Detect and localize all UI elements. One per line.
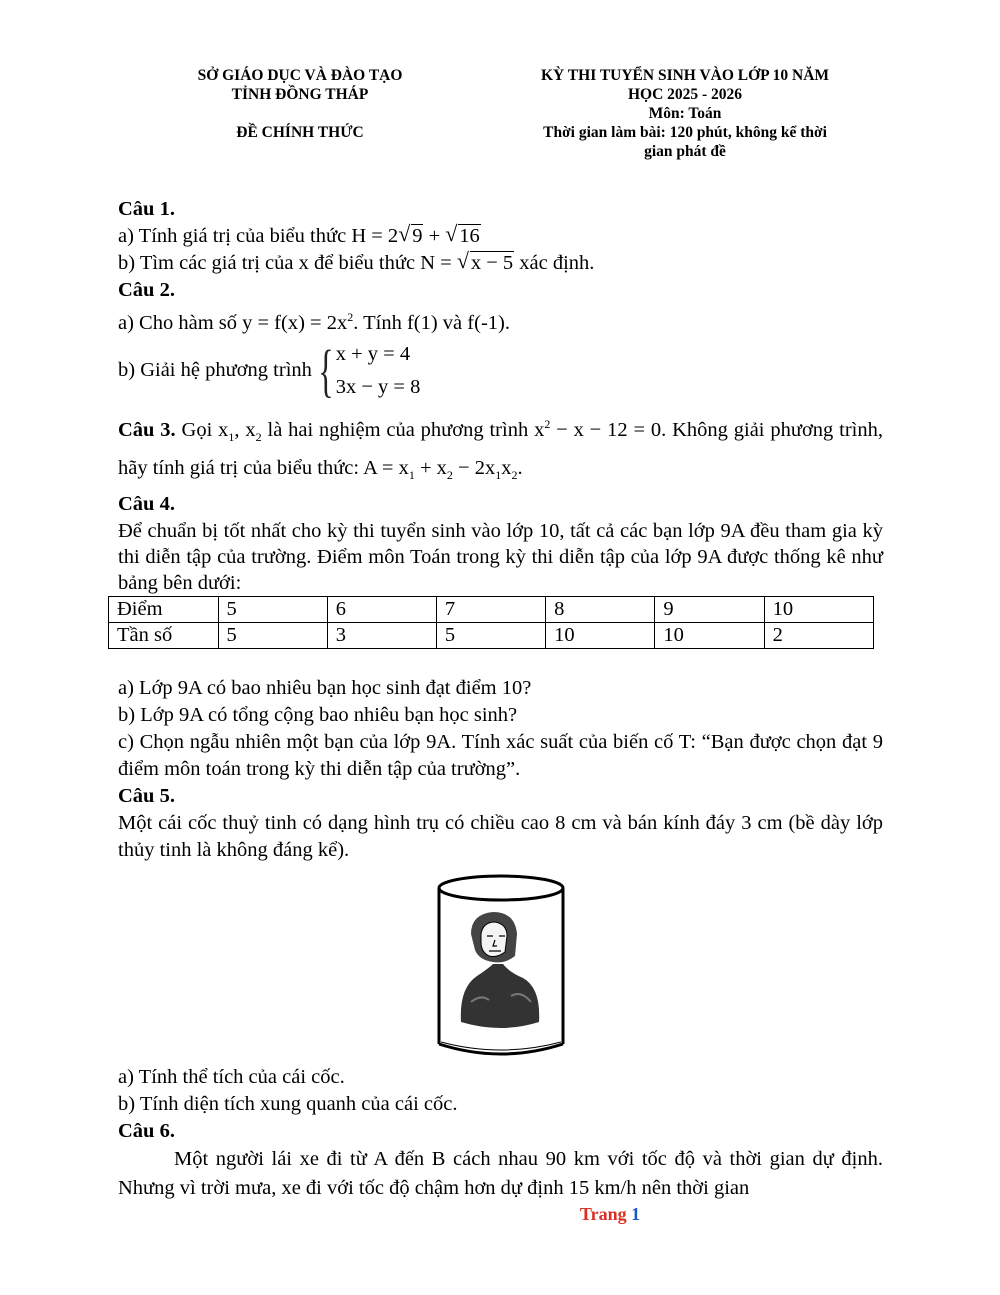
q3-A-c: − 2x bbox=[452, 456, 496, 479]
sqrt-icon: √ 16 bbox=[445, 221, 480, 247]
table-cell: 8 bbox=[546, 596, 655, 622]
glass-cup-icon bbox=[431, 872, 571, 1060]
table-cell: 3 bbox=[327, 622, 436, 648]
score-frequency-table bbox=[108, 596, 874, 649]
q3-text3: . Không giải phương trình, hãy tính giá trị của biểu thức: bbox=[118, 418, 884, 479]
q2-part-a bbox=[118, 304, 883, 337]
q3-A-d: x bbox=[501, 456, 512, 479]
q1a-expr bbox=[351, 221, 480, 247]
q1-part-a bbox=[118, 223, 883, 250]
q2b-text: b) Giải hệ phương trình bbox=[118, 359, 312, 382]
q5-title: Câu 5. bbox=[118, 784, 175, 807]
page-label: Trang bbox=[579, 1204, 627, 1224]
table-cell: 6 bbox=[327, 596, 436, 622]
q5-intro: Một cái cốc thuỷ tinh có dạng hình trụ có chiều cao 8 cm và bán kính đáy 3 cm (bề dày lớp thủy tinh là không đáng kể). bbox=[118, 811, 883, 861]
table-row bbox=[109, 622, 874, 648]
q1b-text: b) Tìm các giá trị của x để biểu thức bbox=[118, 252, 421, 274]
q1a-text: a) Tính giá trị của biểu thức bbox=[118, 225, 352, 247]
table-cell: Tần số bbox=[109, 622, 219, 648]
q4-intro: Để chuẩn bị tốt nhất cho kỳ thi tuyển sinh vào lớp 10, tất cả các bạn lớp 9A đều tham gia kỳ thi diễn tập của trường. Điểm môn Toán trong kỳ thi diễn tập của lớp 9A được thống kê như bảng bên dưới: bbox=[118, 519, 883, 594]
q1-title: Câu 1. bbox=[118, 198, 175, 220]
q2b-equation1: x + y = 4 bbox=[335, 342, 411, 365]
q5-part-a: a) Tính thể tích của cái cốc. bbox=[118, 1065, 345, 1088]
sqrt-icon: √ 9 bbox=[398, 221, 423, 247]
q3-A-a: A = x bbox=[363, 456, 409, 479]
page-number: 1 bbox=[631, 1204, 641, 1224]
q1a-radicand2: 16 bbox=[459, 225, 480, 247]
q1b-radicand: x − 5 bbox=[470, 252, 514, 274]
q3-A-s2: 2 bbox=[446, 467, 453, 482]
q4-part-c: c) Chọn ngẫu nhiên một bạn của lớp 9A. Tính xác suất của biến cố T: “Bạn được chọn đạt 9 điểm môn toán trong kỳ thi diễn tập của trường”. bbox=[118, 730, 883, 780]
time-line2: gian phát đề bbox=[644, 143, 726, 160]
equation-system bbox=[312, 338, 420, 404]
q1b-expr-prefix: N = bbox=[420, 252, 457, 274]
q3-x1: x bbox=[218, 418, 229, 441]
q1-part-b bbox=[118, 250, 883, 277]
q3-paragraph bbox=[118, 409, 883, 491]
exam-title-line2: HỌC 2025 - 2026 bbox=[627, 86, 743, 103]
table-row bbox=[109, 596, 874, 622]
q1a-expr-prefix: H = 2 bbox=[351, 225, 399, 247]
table-cell: 10 bbox=[655, 622, 764, 648]
q3-text2: là hai nghiệm của phương trình bbox=[261, 418, 535, 441]
q3-A-s1: 1 bbox=[408, 467, 415, 482]
table-cell: 7 bbox=[436, 596, 545, 622]
exam-title-line1: KỲ THI TUYỂN SINH VÀO LỚP 10 NĂM bbox=[540, 67, 830, 84]
q3-text1: Gọi bbox=[175, 418, 219, 441]
q2-title: Câu 2. bbox=[118, 279, 175, 301]
q3-eq-exp: 2 bbox=[544, 416, 551, 431]
q3-sub2: 2 bbox=[255, 429, 262, 444]
province-name: TỈNH ĐỒNG THÁP bbox=[231, 86, 369, 103]
table-cell: 5 bbox=[218, 596, 327, 622]
header-right bbox=[500, 66, 870, 161]
table-cell: 5 bbox=[218, 622, 327, 648]
q5-part-b: b) Tính diện tích xung quanh của cái cốc. bbox=[118, 1092, 458, 1115]
q1a-plus: + bbox=[423, 225, 446, 247]
time-line1: Thời gian làm bài: 120 phút, không kể thời bbox=[543, 124, 827, 141]
q2a-text: a) Cho hàm số y = f(x) = bbox=[118, 311, 327, 334]
header-left bbox=[150, 66, 450, 142]
q2a-coef: 2x bbox=[326, 311, 348, 334]
sqrt-icon: √ x − 5 bbox=[456, 248, 514, 274]
q3-title: Câu 3. bbox=[118, 418, 176, 441]
q1a-radicand1: 9 bbox=[412, 225, 423, 247]
q2b-equation2: 3x − y = 8 bbox=[335, 375, 421, 398]
q4-title: Câu 4. bbox=[118, 492, 175, 515]
table-cell: 9 bbox=[655, 596, 764, 622]
q2a-exponent: 2 bbox=[347, 310, 354, 324]
table-cell: 10 bbox=[764, 596, 873, 622]
official-label: ĐỀ CHÍNH THỨC bbox=[236, 124, 364, 141]
q1b-suffix: xác định. bbox=[514, 252, 595, 274]
q2a-suffix: . Tính f(1) và f(-1). bbox=[353, 311, 510, 334]
q2-part-b bbox=[118, 337, 883, 405]
subject-label: Môn: Toán bbox=[648, 105, 722, 122]
q3-A-e: . bbox=[517, 456, 523, 479]
q4-part-a: a) Lớp 9A có bao nhiêu bạn học sinh đạt điểm 10? bbox=[118, 676, 532, 699]
q3-eq-b: − x − 12 = 0 bbox=[550, 418, 662, 441]
q3-A-b: + x bbox=[414, 456, 447, 479]
exam-content bbox=[118, 196, 883, 1203]
page-footer bbox=[0, 1204, 1000, 1225]
q3-A-s4: 2 bbox=[511, 467, 518, 482]
q6-text: Một người lái xe đi từ A đến B cách nhau 90 km với tốc độ và thời gian dự định. Nhưng vì trời mưa, xe đi với tốc độ chậm hơn dự định 15 km/h nên thời gian bbox=[118, 1147, 883, 1199]
table-cell: 5 bbox=[436, 622, 545, 648]
q3-x2: , x bbox=[234, 418, 256, 441]
table-cell: Điểm bbox=[109, 596, 219, 622]
department-name: SỞ GIÁO DỤC VÀ ĐÀO TẠO bbox=[197, 67, 403, 84]
table-cell: 10 bbox=[546, 622, 655, 648]
q3-sub1: 1 bbox=[228, 429, 235, 444]
q3-A-s3: 1 bbox=[495, 467, 502, 482]
glass-figure bbox=[118, 864, 883, 1064]
q4-part-b: b) Lớp 9A có tổng cộng bao nhiêu bạn học sinh? bbox=[118, 703, 518, 726]
brace-icon: { bbox=[318, 337, 334, 403]
q3-eq-a: x bbox=[534, 418, 545, 441]
table-cell: 2 bbox=[764, 622, 873, 648]
q6-title: Câu 6. bbox=[118, 1119, 175, 1142]
